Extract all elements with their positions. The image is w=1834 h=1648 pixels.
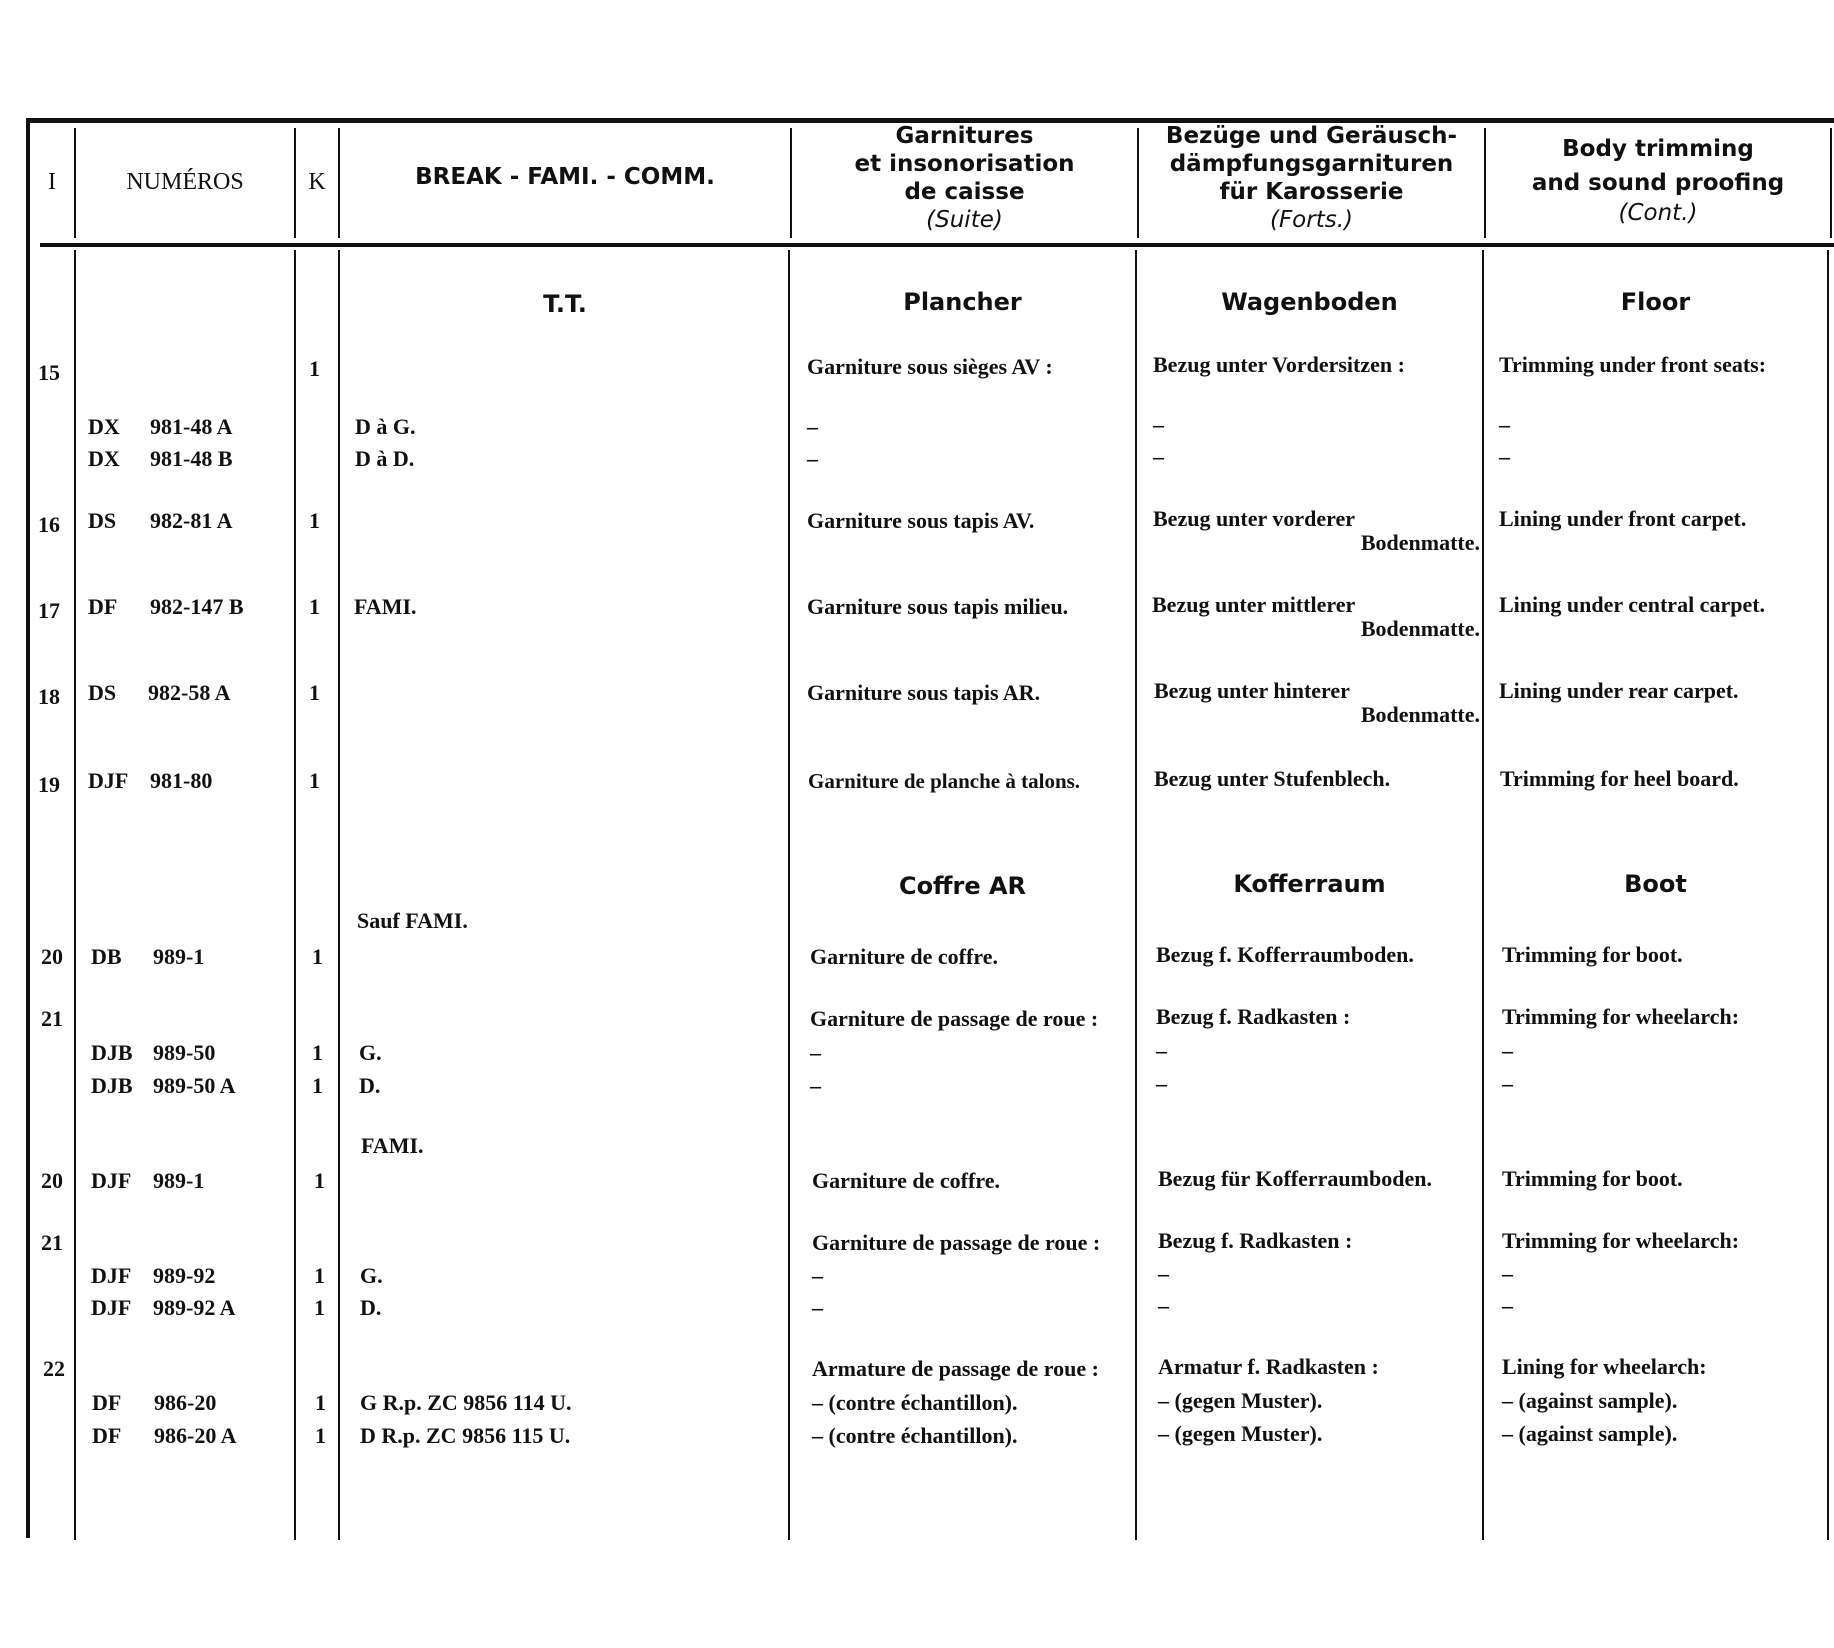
section-tt: T.T. <box>543 290 587 318</box>
header-french <box>792 122 1137 234</box>
row-model: G. <box>359 1040 382 1065</box>
row-german: Bezug unter mittlerer <box>1152 592 1356 617</box>
row-model: D R.p. ZC 9856 115 U. <box>360 1423 571 1448</box>
model-group-sauf-fami: Sauf FAMI. <box>357 908 468 933</box>
header-en-line-1: Body trimming <box>1562 136 1754 162</box>
row-english: Lining under rear carpet. <box>1499 678 1739 703</box>
header-english <box>1486 132 1830 226</box>
row-german: – <box>1156 1071 1167 1096</box>
row-prefix: DJB <box>91 1073 133 1098</box>
row-french: Armature de passage de roue : <box>812 1356 1099 1381</box>
row-part-number: 989-92 A <box>153 1295 236 1320</box>
header-k: K <box>308 169 326 195</box>
row-german: – <box>1156 1038 1167 1063</box>
row-french: Garniture de planche à talons. <box>808 769 1081 793</box>
row-french: Garniture de coffre. <box>810 944 998 969</box>
row-prefix: DJF <box>91 1168 132 1193</box>
row-english: – <box>1502 1261 1513 1286</box>
row-prefix: DS <box>88 508 117 533</box>
row-english: – (against sample). <box>1502 1388 1678 1413</box>
row-index: 20 <box>41 944 63 969</box>
row-model: D. <box>360 1295 382 1320</box>
row-prefix: DJF <box>88 768 129 793</box>
row-model: G. <box>360 1263 383 1288</box>
row-english: – <box>1502 1071 1513 1096</box>
row-french: Garniture de passage de roue : <box>810 1006 1099 1031</box>
row-english: – <box>1499 444 1510 469</box>
row-index: 20 <box>41 1168 63 1193</box>
row-french: – <box>807 414 818 439</box>
row-german: Bezug unter vorderer <box>1153 506 1356 531</box>
row-english: Trimming for wheelarch: <box>1502 1228 1740 1253</box>
header-index: I <box>48 169 56 195</box>
row-index: 15 <box>38 360 60 385</box>
row-english: – <box>1499 412 1510 437</box>
row-prefix: DS <box>88 680 117 705</box>
row-german: Bezug unter Stufenblech. <box>1154 766 1391 791</box>
row-index: 17 <box>38 598 60 623</box>
header-model: BREAK - FAMI. - COMM. <box>415 164 715 190</box>
row-index: 22 <box>43 1356 65 1381</box>
row-k: 1 <box>309 594 320 619</box>
section-boot-de: Kofferraum <box>1233 870 1386 898</box>
header-bottom-rule <box>40 243 1834 247</box>
body-divider-2 <box>294 250 296 1540</box>
row-part-number: 986-20 A <box>154 1423 237 1448</box>
section-floor-de: Wagenboden <box>1221 288 1398 316</box>
row-part-number: 982-147 B <box>150 594 244 619</box>
row-french: – <box>812 1295 823 1320</box>
body-divider-3 <box>338 250 340 1540</box>
row-model: G R.p. ZC 9856 114 U. <box>360 1390 572 1415</box>
row-part-number: 981-48 B <box>150 446 233 471</box>
row-english: Trimming for boot. <box>1502 942 1683 967</box>
row-part-number: 989-1 <box>153 1168 205 1193</box>
left-border <box>26 118 30 1538</box>
row-prefix: DX <box>88 414 120 439</box>
row-french: Garniture sous sièges AV : <box>807 354 1053 379</box>
row-part-number: 986-20 <box>154 1390 217 1415</box>
row-k: 1 <box>309 508 320 533</box>
header-de-note: (Forts.) <box>1269 207 1353 233</box>
row-french: Garniture sous tapis AV. <box>807 508 1035 533</box>
row-prefix: DX <box>88 446 120 471</box>
row-german: Bezug f. Kofferraumboden. <box>1156 942 1414 967</box>
header-en-line-2: and sound proofing <box>1531 170 1785 196</box>
header-en-note: (Cont.) <box>1618 200 1698 226</box>
row-german: Bezug für Kofferraumboden. <box>1158 1166 1432 1191</box>
row-k: 1 <box>309 356 320 381</box>
row-german: Bezug unter hinterer <box>1154 678 1350 703</box>
row-german-cont: Bodenmatte. <box>1360 616 1480 641</box>
row-german: – (gegen Muster). <box>1158 1388 1323 1413</box>
row-german: – (gegen Muster). <box>1158 1421 1323 1446</box>
row-french: – <box>810 1073 821 1098</box>
row-english: – (against sample). <box>1502 1421 1678 1446</box>
row-part-number: 981-48 A <box>150 414 233 439</box>
row-part-number: 982-58 A <box>148 680 231 705</box>
header-fr-line-1: Garnitures <box>895 123 1034 149</box>
header-de-line-1: Bezüge und Geräusch- <box>1165 123 1458 149</box>
row-english: Trimming for wheelarch: <box>1502 1004 1740 1029</box>
row-prefix: DJB <box>91 1040 133 1065</box>
row-k: 1 <box>314 1295 325 1320</box>
row-french: Garniture de coffre. <box>812 1168 1000 1193</box>
header-german <box>1139 122 1484 234</box>
row-k: 1 <box>314 1168 325 1193</box>
header-de-line-2: dämpfungsgarnituren <box>1169 151 1454 177</box>
row-part-number: 981-80 <box>150 768 213 793</box>
row-index: 21 <box>41 1006 63 1031</box>
header-fr-line-2: et insonorisation <box>854 151 1075 177</box>
row-german: Bezug unter Vordersitzen : <box>1153 352 1405 377</box>
header-de-line-3: für Karosserie <box>1219 179 1404 205</box>
row-english: Trimming for heel board. <box>1500 766 1739 791</box>
row-model: D à D. <box>355 446 415 471</box>
row-k: 1 <box>314 1263 325 1288</box>
row-german: – <box>1153 444 1164 469</box>
row-french: Garniture de passage de roue : <box>812 1230 1101 1255</box>
section-boot-fr: Coffre AR <box>898 872 1027 900</box>
row-english: Lining under central carpet. <box>1499 592 1766 617</box>
row-french: – <box>810 1040 821 1065</box>
row-k: 1 <box>315 1390 326 1415</box>
row-english: – <box>1502 1038 1513 1063</box>
row-k: 1 <box>309 680 320 705</box>
row-index: 19 <box>38 772 60 797</box>
header-fr-note: (Suite) <box>926 207 1003 233</box>
row-index: 16 <box>38 512 60 537</box>
section-floor-en: Floor <box>1620 288 1691 316</box>
row-french: Garniture sous tapis AR. <box>807 680 1041 705</box>
body-divider-1 <box>74 250 76 1540</box>
row-german: – <box>1158 1261 1169 1286</box>
row-english: Lining for wheelarch: <box>1502 1354 1707 1379</box>
body-divider-7 <box>1827 250 1829 1540</box>
row-german-cont: Bodenmatte. <box>1360 702 1480 727</box>
header-numbers: NUMÉROS <box>126 169 244 195</box>
row-model: D à G. <box>355 414 416 439</box>
row-part-number: 989-1 <box>153 944 205 969</box>
section-boot-en: Boot <box>1624 870 1687 898</box>
row-english: Trimming under front seats: <box>1499 352 1767 377</box>
row-german-cont: Bodenmatte. <box>1360 530 1480 555</box>
row-german: – <box>1153 412 1164 437</box>
row-french: Garniture sous tapis milieu. <box>807 594 1069 619</box>
row-k: 1 <box>312 1073 323 1098</box>
row-prefix: DF <box>88 594 118 619</box>
model-group-fami: FAMI. <box>361 1133 424 1158</box>
row-prefix: DJF <box>91 1295 132 1320</box>
row-part-number: 989-50 <box>153 1040 216 1065</box>
row-german: – <box>1158 1293 1169 1318</box>
row-prefix: DF <box>92 1423 122 1448</box>
row-part-number: 989-92 <box>153 1263 216 1288</box>
section-floor-fr: Plancher <box>903 288 1022 316</box>
row-german: Armatur f. Radkasten : <box>1158 1354 1379 1379</box>
row-english: Lining under front carpet. <box>1499 506 1747 531</box>
header-fr-line-3: de caisse <box>904 179 1025 205</box>
row-part-number: 982-81 A <box>150 508 233 533</box>
row-k: 1 <box>312 944 323 969</box>
row-french: – (contre échantillon). <box>812 1390 1018 1415</box>
row-model: FAMI. <box>354 594 417 619</box>
row-french: – <box>812 1263 823 1288</box>
row-english: Trimming for boot. <box>1502 1166 1683 1191</box>
row-k: 1 <box>312 1040 323 1065</box>
row-k: 1 <box>309 768 320 793</box>
row-index: 18 <box>38 684 60 709</box>
row-french: – (contre échantillon). <box>812 1423 1018 1448</box>
row-index: 21 <box>41 1230 63 1255</box>
row-part-number: 989-50 A <box>153 1073 236 1098</box>
col-divider-7 <box>1830 128 1832 238</box>
row-prefix: DJF <box>91 1263 132 1288</box>
row-german: Bezug f. Radkasten : <box>1156 1004 1351 1029</box>
row-english: – <box>1502 1293 1513 1318</box>
row-prefix: DF <box>92 1390 122 1415</box>
row-french: – <box>807 446 818 471</box>
row-k: 1 <box>315 1423 326 1448</box>
row-model: D. <box>359 1073 381 1098</box>
row-prefix: DB <box>91 944 122 969</box>
row-german: Bezug f. Radkasten : <box>1158 1228 1353 1253</box>
